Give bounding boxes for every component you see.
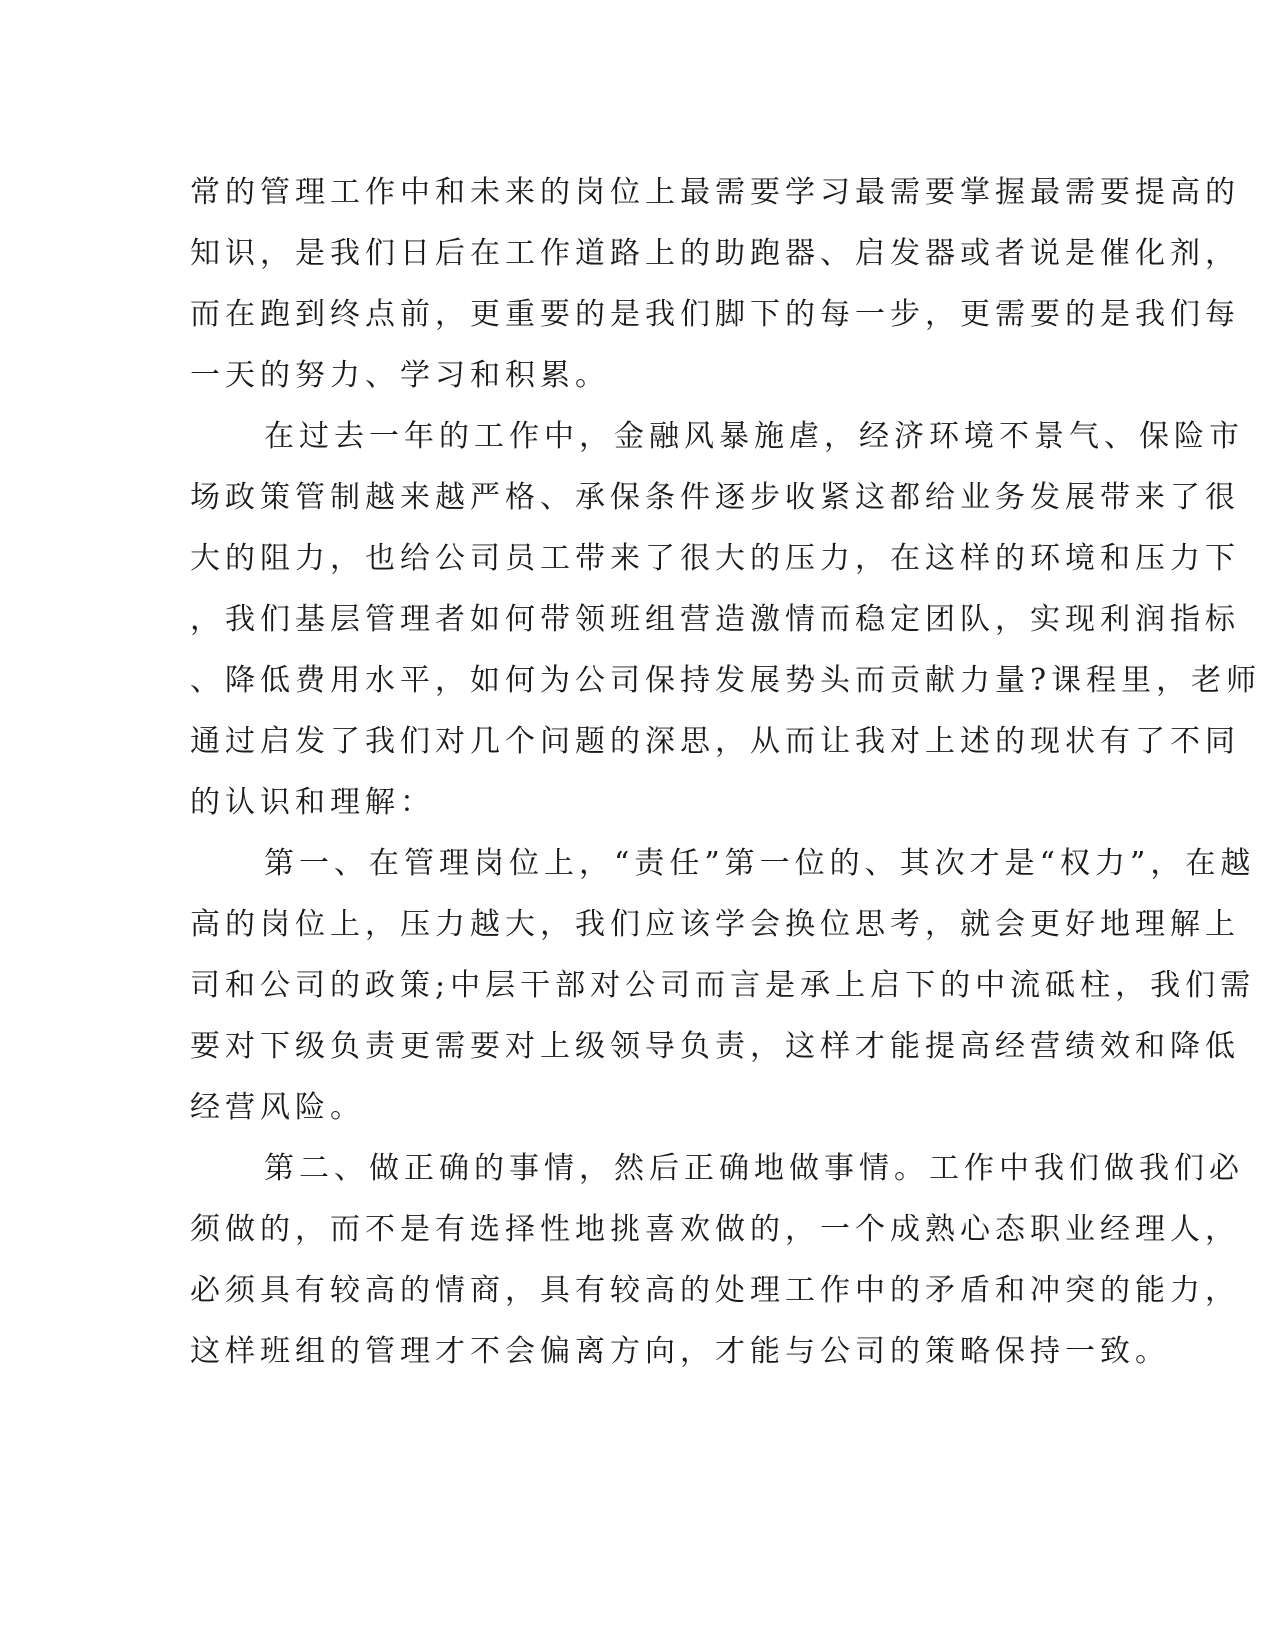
text-line: 司和公司的政策;中层干部对公司而言是承上启下的中流砥柱，我们需: [190, 968, 1256, 1003]
paragraph-1: [190, 162, 1240, 406]
text-line: 常的管理工作中和未来的岗位上最需要学习最需要掌握最需要提高的: [190, 175, 1240, 210]
text-line: 高的岗位上，压力越大，我们应该学会换位思考，就会更好地理解上: [190, 907, 1240, 942]
paragraph-3: [190, 833, 1256, 1138]
text-line: 大的阻力，也给公司员工带来了很大的压力，在这样的环境和压力下: [190, 541, 1240, 576]
paragraph-4: [190, 1138, 1244, 1382]
text-line: 须做的，而不是有选择性地挑喜欢做的，一个成熟心态职业经理人，: [190, 1212, 1240, 1247]
text-line: 这样班组的管理才不会偏离方向，才能与公司的策略保持一致。: [190, 1334, 1170, 1369]
text-line: 第二、做正确的事情，然后正确地做事情。工作中我们做我们必: [264, 1151, 1244, 1186]
text-line: 通过启发了我们对几个问题的深思，从而让我对上述的现状有了不同: [190, 724, 1240, 759]
text-line: 在过去一年的工作中，金融风暴施虐，经济环境不景气、保险市: [264, 419, 1244, 454]
text-line: 第一、在管理岗位上，“责任”第一位的、其次才是“权力”，在越: [264, 846, 1256, 881]
text-line: 要对下级负责更需要对上级领导负责，这样才能提高经营绩效和降低: [190, 1029, 1240, 1064]
text-line: 场政策管制越来越严格、承保条件逐步收紧这都给业务发展带来了很: [190, 480, 1240, 515]
body-text: [190, 162, 1262, 1382]
text-line: 、降低费用水平，如何为公司保持发展势头而贡献力量?课程里，老师: [190, 663, 1262, 698]
text-line: 一天的努力、学习和积累。: [190, 358, 610, 393]
text-line: 而在跑到终点前，更重要的是我们脚下的每一步，更需要的是我们每: [190, 297, 1240, 332]
text-line: ，我们基层管理者如何带领班组营造激情而稳定团队，实现利润指标: [190, 602, 1240, 637]
text-line: 必须具有较高的情商，具有较高的处理工作中的矛盾和冲突的能力，: [190, 1273, 1240, 1308]
text-line: 的认识和理解：: [190, 785, 435, 820]
text-line: 知识，是我们日后在工作道路上的助跑器、启发器或者说是催化剂，: [190, 236, 1240, 271]
text-line: 经营风险。: [190, 1090, 365, 1125]
paragraph-2: [190, 406, 1262, 833]
